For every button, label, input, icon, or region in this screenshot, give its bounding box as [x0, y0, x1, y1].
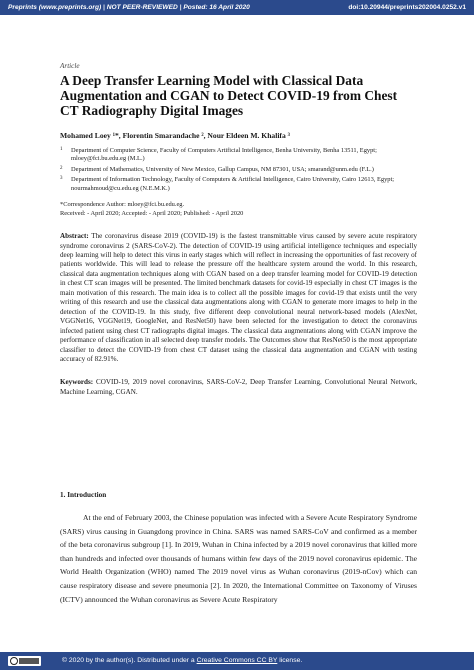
license-suffix: license. — [277, 657, 303, 664]
introduction-paragraph: At the end of February 2003, the Chinese population was infected with a Severe Acute Respiratory Syndrome (SARS) virus causing in Guangdong province in China. SARS was named SARS-CoV and confirmed as a member of the beta coronavirus subgroup [1]. In 2019, Wuhan in China infected by a 2019 novel coronavirus that killed more than hundreds and infected over thousands of humans within few days of the 2019 novel coronavirus epidemic. The World Health Organization (WHO) named The 2019 novel virus as Wuhan coronavirus (2019-nCov) which can cause respiratory disease and severe pneumonia [2]. In 2020, the International Committee on Taxonomy of Viruses (ICTV) announced the Wuhan coronavirus as Severe Acute Respiratory — [60, 513, 417, 604]
affiliation-list — [60, 147, 417, 194]
keywords-label: Keywords: — [60, 378, 94, 387]
affiliation-number: 2 — [60, 165, 63, 171]
preprint-header-bar — [0, 0, 474, 15]
header-separator: | — [103, 4, 105, 11]
correspondence-note: *Correspondence Author: mloey@fci.bu.edu.eg. — [60, 201, 185, 209]
preprints-site[interactable]: Preprints (www.preprints.org) — [8, 4, 102, 11]
abstract — [60, 232, 417, 364]
section-heading-introduction: 1. Introduction — [60, 491, 107, 499]
paper-front-matter — [60, 62, 417, 397]
affiliation-item — [60, 176, 417, 193]
license-link[interactable]: Creative Commons CC BY — [196, 657, 278, 664]
license-statement — [62, 652, 302, 670]
posted-date: Posted: 16 April 2020 — [183, 4, 250, 11]
affiliation-item — [60, 166, 417, 175]
license-prefix: © 2020 by the author(s). Distributed under a — [62, 657, 197, 664]
cc-circle-icon — [10, 657, 18, 665]
abstract-text: The coronavirus disease 2019 (COVID-19) is the fastest transmittable virus caused by severe acute respiratory syndrome coronavirus 2 (SARS-CoV-2). The detection of COVID-19 using artificial intelligence techniques and especially deep learning will help to detect this virus in early stages which will reflect in increasing the opportunities of fast recovery of patients worldwide. This will lead to release the pressure off the healthcare system around the world. In this research, classical data augmentation techniques along with CGAN based on a deep transfer learning model for COVID-19 detection in chest CT scan images will be presented. The limited benchmark datasets for covid-19 especially in chest CT images is the main motivation of this research. The main idea is to collect all the possible images for covid-19 that exists until the very writing of this research and use the classical data augmentations along with CGAN to generate more images to help in the detection of the COVID-19. In this study, five different deep convolutional neural network-based models (AlexNet, VGGNet16, VGGNet19, GoogleNet, and ResNet50) have been selected for the investigation to detect the coronavirus infected patient using chest CT radiographs digital images. The classical data augmentations along with CGAN improve the performance of classification in all selected deep transfer models. The Outcomes show that ResNet50 is the most appropriate classifier to detect the COVID-19 from chest CT dataset using the classical data augmentation and CGAN with testing accuracy of 82.91%. — [60, 232, 417, 363]
affiliation-text: Department of Computer Science, Faculty of Computers Artificial Intelligence, Benha University, Benha 13511, Egypt; mloey@fci.bu.edu.eg (M.L.) — [71, 146, 377, 163]
paper-title: A Deep Transfer Learning Model with Classical Data Augmentation and CGAN to Detect COVID-19 from Chest CT Radiography Digital Images — [60, 73, 398, 119]
keywords-text: COVID-19, 2019 novel coronavirus, SARS-CoV-2, Deep Transfer Learning, Convolutional Neural Network, Machine Learning, CGAN. — [60, 378, 417, 396]
license-footer-bar — [0, 652, 474, 670]
affiliation-text: Department of Information Technology, Faculty of Computers & Artificial Intelligence, Cairo University, Cairo 12613, Egypt; nourmahmoud@cu.edu.eg (N.E.M.K.) — [71, 176, 395, 192]
affiliation-text: Department of Mathematics, University of New Mexico, Gallup Campus, NM 87301, USA; smarand@unm.edu (F.L.) — [71, 165, 374, 173]
header-left — [8, 0, 250, 15]
by-label-icon — [19, 658, 39, 664]
author-list: Mohamed Loey ¹*, Florentin Smarandache ², Nour Eldeen M. Khalifa ³ — [60, 130, 290, 140]
header-separator: | — [179, 4, 182, 11]
abstract-label: Abstract: — [60, 232, 89, 241]
affiliation-item — [60, 147, 417, 164]
keywords — [60, 378, 417, 397]
article-type: Article — [60, 62, 80, 70]
doi-link[interactable]: doi:10.20944/preprints202004.0252.v1 — [348, 4, 466, 11]
affiliation-number: 3 — [60, 176, 63, 182]
affiliation-number: 1 — [60, 146, 63, 152]
publication-dates: Received: - April 2020; Accepted: - April 2020; Published: - April 2020 — [60, 209, 244, 217]
review-status: NOT PEER-REVIEWED — [106, 4, 178, 11]
cc-by-badge-icon[interactable] — [8, 656, 41, 666]
